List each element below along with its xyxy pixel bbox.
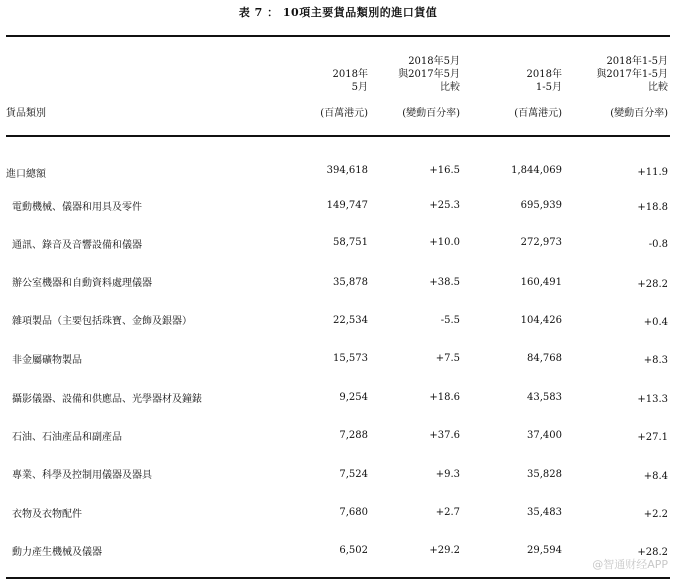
may-value: 22,534 xyxy=(333,315,368,326)
may-value: 15,573 xyxy=(333,353,368,364)
header-line: 2018年5月 xyxy=(408,56,460,67)
row-label: 動力產生機械及儀器 xyxy=(12,547,102,558)
watermark: @智通财经APP xyxy=(592,558,668,571)
header-may-change xyxy=(398,55,460,120)
row-label: 專業、科學及控制用儀器及器具 xyxy=(12,470,152,481)
may-change: +2.7 xyxy=(435,507,460,518)
ytd-value: 160,491 xyxy=(520,277,562,288)
header-line: 比較 xyxy=(440,82,460,93)
may-change: +38.5 xyxy=(429,277,460,288)
may-change: +16.5 xyxy=(429,165,460,176)
may-value: 58,751 xyxy=(333,237,368,248)
may-value: 149,747 xyxy=(326,200,368,211)
ytd-change: +27.1 xyxy=(637,432,668,443)
row-label: 電動機械、儀器和用具及零件 xyxy=(12,202,142,213)
ytd-value: 29,594 xyxy=(527,545,562,556)
header-may-value xyxy=(320,68,368,120)
header-line: 2018年1-5月 xyxy=(606,56,668,67)
ytd-change: +8.4 xyxy=(643,471,668,482)
header-line: 1-5月 xyxy=(535,82,562,93)
ytd-value: 43,583 xyxy=(527,392,562,403)
header-line: 2018年 xyxy=(332,69,368,80)
header-unit: (百萬港元) xyxy=(514,108,562,119)
header-ytd-change xyxy=(596,55,668,120)
ytd-value: 104,426 xyxy=(520,315,562,326)
row-label: 進口總額 xyxy=(6,169,46,180)
header-ytd-value xyxy=(514,68,562,120)
ytd-value: 84,768 xyxy=(527,353,562,364)
may-value: 9,254 xyxy=(339,392,368,403)
row-label: 非金屬礦物製品 xyxy=(12,355,82,366)
may-change: +37.6 xyxy=(429,430,460,441)
ytd-value: 35,828 xyxy=(527,469,562,480)
may-value: 7,680 xyxy=(339,507,368,518)
ytd-value: 695,939 xyxy=(520,200,562,211)
may-value: 7,524 xyxy=(339,469,368,480)
may-value: 35,878 xyxy=(333,277,368,288)
ytd-value: 37,400 xyxy=(527,430,562,441)
header-rule xyxy=(6,135,670,137)
row-label: 辦公室機器和自動資料處理儀器 xyxy=(12,278,152,289)
ytd-change: +13.3 xyxy=(637,394,668,405)
may-change: +25.3 xyxy=(429,200,460,211)
header-unit: (百萬港元) xyxy=(320,108,368,119)
table-title: 表 7 ： 10項主要貨品類別的進口貨值 xyxy=(238,6,438,19)
may-value: 394,618 xyxy=(326,165,368,176)
row-label: 衣物及衣物配件 xyxy=(12,509,82,520)
row-label: 雜項製品（主要包括珠寶、金飾及銀器） xyxy=(12,316,192,327)
ytd-value: 272,973 xyxy=(520,237,562,248)
header-line: 比較 xyxy=(648,82,668,93)
may-change: +10.0 xyxy=(429,237,460,248)
ytd-change: +18.8 xyxy=(637,202,668,213)
ytd-value: 1,844,069 xyxy=(511,165,562,176)
header-line: 與2017年5月 xyxy=(398,69,460,80)
header-line: 與2017年1-5月 xyxy=(596,69,668,80)
may-value: 6,502 xyxy=(339,545,368,556)
may-value: 7,288 xyxy=(339,430,368,441)
ytd-change: +2.2 xyxy=(643,509,668,520)
top-rule xyxy=(6,35,670,37)
row-label: 攝影儀器、設備和供應品、光學器材及鐘錶 xyxy=(12,394,202,405)
ytd-change: +28.2 xyxy=(637,547,668,558)
may-change: -5.5 xyxy=(440,315,460,326)
ytd-change: -0.8 xyxy=(648,239,668,250)
row-label: 通訊、錄音及音響設備和儀器 xyxy=(12,240,142,251)
ytd-change: +0.4 xyxy=(643,317,668,328)
header-unit: (變動百分率) xyxy=(610,108,668,119)
header-line: 2018年 xyxy=(526,69,562,80)
ytd-change: +28.2 xyxy=(637,279,668,290)
bottom-rule xyxy=(6,577,670,579)
ytd-change: +11.9 xyxy=(637,167,668,178)
header-unit: (變動百分率) xyxy=(402,108,460,119)
ytd-change: +8.3 xyxy=(643,355,668,366)
may-change: +7.5 xyxy=(435,353,460,364)
may-change: +9.3 xyxy=(435,469,460,480)
ytd-value: 35,483 xyxy=(527,507,562,518)
may-change: +18.6 xyxy=(429,392,460,403)
may-change: +29.2 xyxy=(429,545,460,556)
header-line: 5月 xyxy=(351,82,368,93)
row-label: 石油、石油產品和副產品 xyxy=(12,432,122,443)
header-category: 貨品類別 xyxy=(6,108,46,119)
